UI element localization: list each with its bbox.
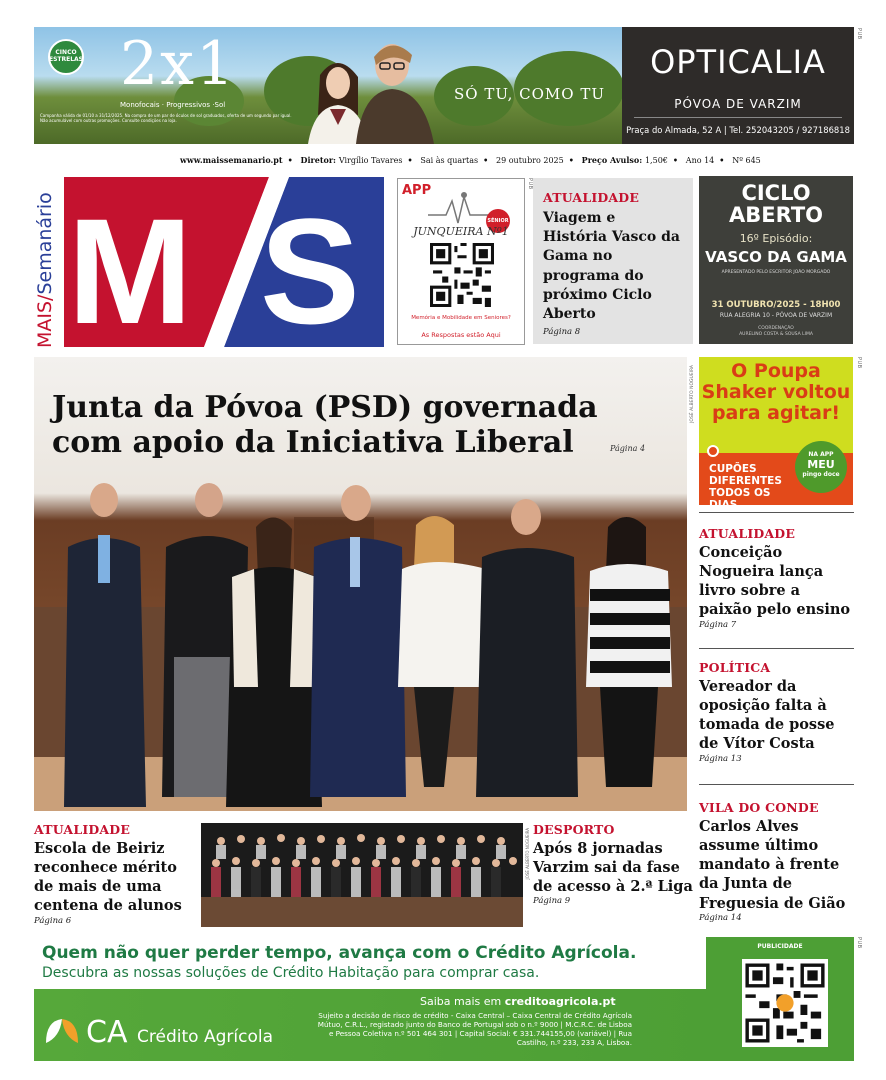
newspaper-logo[interactable] xyxy=(64,177,384,355)
price: 1,50€ xyxy=(644,156,668,165)
article-page: Página 8 xyxy=(543,327,581,338)
app-badge-line2: MEU xyxy=(807,458,835,471)
article-page: Página 13 xyxy=(699,753,742,764)
app-caption-answer: As Respostas estão Aqui xyxy=(421,331,501,339)
app-badge-line3: pingo doce xyxy=(802,471,840,478)
article-varzim[interactable] xyxy=(533,822,693,906)
article-headline[interactable]: Conceição Nogueira lança livro sobre a paixão pelo ensino xyxy=(699,544,851,619)
ciclo-coord-label: COORDENAÇÃO xyxy=(758,326,794,331)
ad-subtitle: Monofocais · Progressivos ·Sol xyxy=(120,101,226,109)
divider xyxy=(634,117,842,118)
app-label: APP xyxy=(402,183,432,198)
article-page: Página 6 xyxy=(34,915,72,926)
article-kicker: VILA DO CONDE xyxy=(699,800,819,815)
main-story-page: Página 4 xyxy=(610,444,646,453)
app-caption-question: Memória e Mobilidade em Seniores? xyxy=(411,315,511,321)
ciclo-presenter: APRESENTADO PELO ESCRITOR JOÃO MORGADO xyxy=(721,270,831,275)
article-kicker: ATUALIDADE xyxy=(34,822,131,837)
ad-photo xyxy=(34,27,622,144)
article-kicker: ATUALIDADE xyxy=(543,190,640,205)
logo-letter-s: S xyxy=(259,187,361,355)
article-conceicao[interactable] xyxy=(699,526,854,630)
ca-subheadline: Descubra as nossas soluções de Crédito Habitação para comprar casa. xyxy=(42,965,540,981)
schedule: Sai às quartas xyxy=(420,156,479,165)
masthead-vertical-name xyxy=(34,176,56,348)
ciclo-episode: 16º Episódio: xyxy=(739,232,813,245)
photo-credit: JOSÉ ALBERTO NOGUEIRA xyxy=(690,365,695,423)
junqueira-app-ad[interactable] xyxy=(397,178,525,345)
coupon-icon xyxy=(707,445,719,457)
article-headline[interactable]: Viagem e História Vasco da Gama no programa do próximo Ciclo Aberto xyxy=(543,210,680,322)
app-title: JUNQUEIRA Nº1 xyxy=(413,225,509,238)
opticalia-banner-ad[interactable] xyxy=(34,27,854,144)
ad-offer: 2x1 xyxy=(120,29,237,99)
masthead-name-a: MAIS/ xyxy=(34,294,56,348)
article-headline[interactable]: Após 8 jornadas Varzim sai da fase de acesso à 2.ª Liga xyxy=(533,840,693,896)
article-headline[interactable]: Escola de Beiriz reconhece mérito de mais de uma centena de alunos xyxy=(34,840,182,915)
app-badge-line1: NA APP xyxy=(808,451,834,458)
ciclo-date: 31 OUTUBRO/2025 - 18H00 xyxy=(711,300,841,310)
ca-website-link[interactable]: creditoagricola.pt xyxy=(504,995,616,1008)
ca-headline: Quem não quer perder tempo, avança com o Crédito Agrícola. xyxy=(42,943,637,963)
opticalia-brand-panel xyxy=(622,27,854,144)
ca-top-band xyxy=(34,937,706,989)
ca-pub-heading: PUBLICIDADE xyxy=(757,943,803,950)
article-vereador[interactable] xyxy=(699,660,854,764)
price-label: Preço Avulso: xyxy=(581,155,643,165)
school-awards-photo[interactable] xyxy=(201,823,523,927)
article-page: Página 7 xyxy=(699,619,737,630)
ciclo-title xyxy=(699,182,853,226)
edition-info-line: www.maissemanario.pt • Diretor: Virgílio Tavares • Sai às quartas • 29 outubro 2025 • Preço Avulso: 1,50€ • Ano 14 • Nº 645 xyxy=(180,155,761,165)
senior-badge: SÉNIOR xyxy=(486,209,510,233)
divider xyxy=(699,512,854,513)
photo-credit: JOSÉ ALBERTO NOGUEIRA xyxy=(525,828,530,880)
article-page: Página 9 xyxy=(533,896,571,907)
article-headline[interactable]: Carlos Alves assume último mandato à frente da Junta de Freguesia de Gião xyxy=(699,818,846,912)
meu-pingo-doce-app-badge xyxy=(795,441,847,493)
pub-label: PUB xyxy=(527,178,533,190)
ciclo-coordination xyxy=(699,326,853,338)
ciclo-title-line2: ABERTO xyxy=(728,203,823,228)
ciclo-subject: VASCO DA GAMA xyxy=(705,248,847,266)
article-carlos-alves[interactable] xyxy=(699,800,854,923)
article-kicker: DESPORTO xyxy=(533,822,615,837)
ca-legal-text: Sujeito a decisão de risco de crédito - Caixa Central – Caixa Central de Crédito Agrícola Mútuo, C.R.L., registado junto do Banco de Portugal sob o n.º 9000 | M.C.R.C. de Lisboa e Pessoa Coletiva n.º 501 464 301 | Capital Social: € 331.744155,00 (variável) | Rua Castilho, n.º 233, 233 A, Lisboa. xyxy=(317,1011,632,1047)
brand-address: Praça do Almada, 52 A | Tel. 252043205 / 927186818 xyxy=(626,125,850,135)
article-headline[interactable]: Vereador da oposição falta à tomada de posse de Vítor Costa xyxy=(699,678,835,753)
ad-fine-print: Campanha válida de 01/10 a 31/12/2025. Na compra de um par de óculos de sol graduados, oferta de um segundo par igual. Não acumulável com outras promoções. Consulte condições na loja. xyxy=(40,113,292,124)
ciclo-place: RUA ALEGRIA 10 - PÓVOA DE VARZIM xyxy=(719,312,833,319)
ca-more-info-prefix: Saiba mais em xyxy=(420,995,502,1008)
ca-more-info xyxy=(420,995,616,1008)
article-kicker: ATUALIDADE xyxy=(699,526,796,541)
ca-logo-initials: CA xyxy=(86,1015,128,1050)
poupa-title: O Poupa Shaker voltou para agitar! xyxy=(701,360,851,424)
logo-letter-m: M xyxy=(67,187,193,355)
divider xyxy=(699,784,854,785)
qr-code-icon[interactable] xyxy=(430,243,494,307)
couple-photo xyxy=(300,35,440,144)
masthead-name-b: Semanário xyxy=(34,192,56,295)
ciclo-aberto-ad[interactable] xyxy=(699,176,853,344)
ca-logo-name: Crédito Agrícola xyxy=(137,1027,273,1047)
brand-name: OPTICALIA xyxy=(650,43,826,81)
qr-code-icon[interactable] xyxy=(742,959,828,1047)
poupa-coupons: CUPÕES DIFERENTES TODOS OS DIAS xyxy=(709,463,782,512)
website-link[interactable]: www.maissemanario.pt xyxy=(180,155,283,165)
issue-date: 29 outubro 2025 xyxy=(496,156,564,165)
director-label: Diretor: xyxy=(300,155,337,165)
main-story-headline[interactable]: Junta da Póvoa (PSD) governada com apoio da Iniciativa Liberal xyxy=(52,390,598,461)
pingo-doce-poupa-shaker-ad[interactable] xyxy=(699,357,853,512)
issue-number: Nº 645 xyxy=(732,156,761,165)
quality-seal-icon: CINCO ESTRELAS xyxy=(48,39,84,75)
year: Ano 14 xyxy=(685,156,715,165)
article-ciclo-aberto[interactable] xyxy=(533,178,693,344)
students-group-illustration xyxy=(201,823,523,927)
brand-city: PÓVOA DE VARZIM xyxy=(674,97,802,111)
pub-label: PUB xyxy=(856,937,862,949)
director-name: Virgílio Tavares xyxy=(338,156,403,165)
credito-agricola-ad[interactable] xyxy=(34,937,854,1061)
article-page: Página 14 xyxy=(699,912,742,923)
ciclo-title-line1: CICLO xyxy=(741,181,811,205)
divider xyxy=(699,648,854,649)
pub-label: PUB xyxy=(856,357,862,369)
ca-logo xyxy=(86,1015,273,1050)
article-beiriz[interactable] xyxy=(34,822,194,926)
ciclo-coordinators: AURELINO COSTA & SOUSA LIMA xyxy=(739,331,813,337)
article-kicker: POLÍTICA xyxy=(699,660,771,675)
pub-label: PUB xyxy=(856,28,862,40)
ad-tagline: SÓ TU, COMO TU xyxy=(454,85,605,103)
ca-leaf-icon xyxy=(44,1015,80,1045)
